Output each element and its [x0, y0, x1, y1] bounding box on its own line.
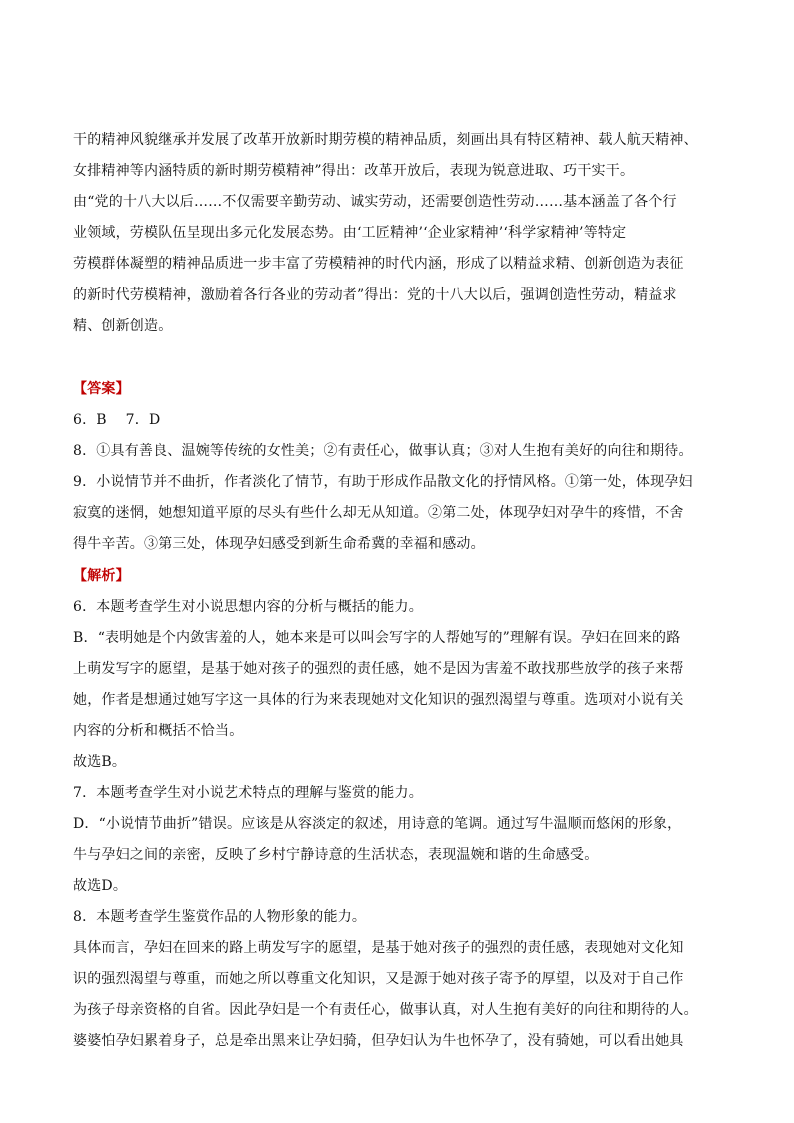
text-line: 女排精神等内涵特质的新时期劳模精神”得出：改革开放后，表现为锐意进取、巧干实干。: [73, 163, 635, 179]
text-line: 寂寞的迷惘，她想知道平原的尽头有些什么却无从知道。②第二处，体现孕妇对孕牛的疼惜，不舍: [73, 505, 684, 521]
text-line: 故选D。: [73, 878, 128, 894]
text-line: 牛与孕妇之间的亲密，反映了乡村宁静诗意的生活状态，表现温婉和谐的生命感受。: [73, 847, 599, 863]
text-line: 上萌发写字的愿望，是基于她对孩子的强烈的责任感，她不是因为害羞不敢找那些放学的孩子来帮: [73, 661, 684, 677]
text-line: 识的强烈渴望与尊重，而她之所以尊重文化知识，又是源于她对孩子寄予的厚望，以及对于自己作: [73, 971, 684, 987]
text-line: 的新时代劳模精神，激励着各行各业的劳动者”得出：党的十八大以后，强调创造性劳动，精益求: [73, 287, 677, 303]
text-line: 9．小说情节并不曲折，作者淡化了情节，有助于形成作品散文化的抒情风格。①第一处，体现孕妇: [73, 474, 693, 490]
text-line: 7．本题考查学生对小说艺术特点的理解与鉴赏的能力。: [73, 785, 423, 801]
text-line: 精、创新创造。: [73, 318, 173, 334]
text-line: 8．①具有善良、温婉等传统的女性美；②有责任心，做事认真；③对人生抱有美好的向往和期待。: [73, 443, 693, 459]
text-line: 业领域，劳模队伍呈现出多元化发展态势。由‘工匠精神’‘企业家精神’‘科学家精神’等特定: [73, 225, 627, 241]
text-line: 内容的分析和概括不恰当。: [73, 723, 244, 739]
answer-heading: 【答案】: [73, 381, 130, 397]
text-line: 干的精神风貌继承并发展了改革开放新时期劳模的精神品质，刻画出具有特区精神、载人航天精神、: [73, 132, 698, 148]
text-line: 8．本题考查学生鉴赏作品的人物形象的能力。: [73, 909, 367, 925]
text-line: 故选B。: [73, 754, 127, 770]
text-line: 为孩子母亲资格的自省。因此孕妇是一个有责任心，做事认真，对人生抱有美好的向往和期待的人。: [73, 1002, 698, 1018]
text-line: 得牛辛苦。③第三处，体现孕妇感受到新生命希冀的幸福和感动。: [73, 536, 485, 552]
text-line: D．“小说情节曲折”错误。应该是从容淡定的叙述，用诗意的笔调。通过写牛温顺而悠闲的形象，: [73, 816, 682, 832]
text-line: 劳模群体凝塑的精神品质进一步丰富了劳模精神的时代内涵，形成了以精益求精、创新创造为表征: [73, 256, 684, 272]
text-line: 6．B 7．D: [73, 412, 161, 428]
text-line: 由“党的十八大以后……不仅需要辛勤劳动、诚实劳动，还需要创造性劳动……基本涵盖了各个行: [73, 194, 677, 210]
text-line: 她，作者是想通过她写字这一具体的行为来表现她对文化知识的强烈渴望与尊重。选项对小说有关: [73, 692, 684, 708]
text-line: 6．本题考查学生对小说思想内容的分析与概括的能力。: [73, 599, 423, 615]
text-line: B．“表明她是个内敛害羞的人，她本来是可以叫会写字的人帮她写的”理解有误。孕妇在回来的路: [73, 630, 681, 646]
text-line: 具体而言，孕妇在回来的路上萌发写字的愿望，是基于她对孩子的强烈的责任感，表现她对文化知: [73, 940, 684, 956]
analysis-heading: 【解析】: [73, 568, 130, 584]
text-line: 婆婆怕孕妇累着身子，总是牵出黑来让孕妇骑，但孕妇认为牛也怀孕了，没有骑她，可以看出她具: [73, 1033, 684, 1049]
